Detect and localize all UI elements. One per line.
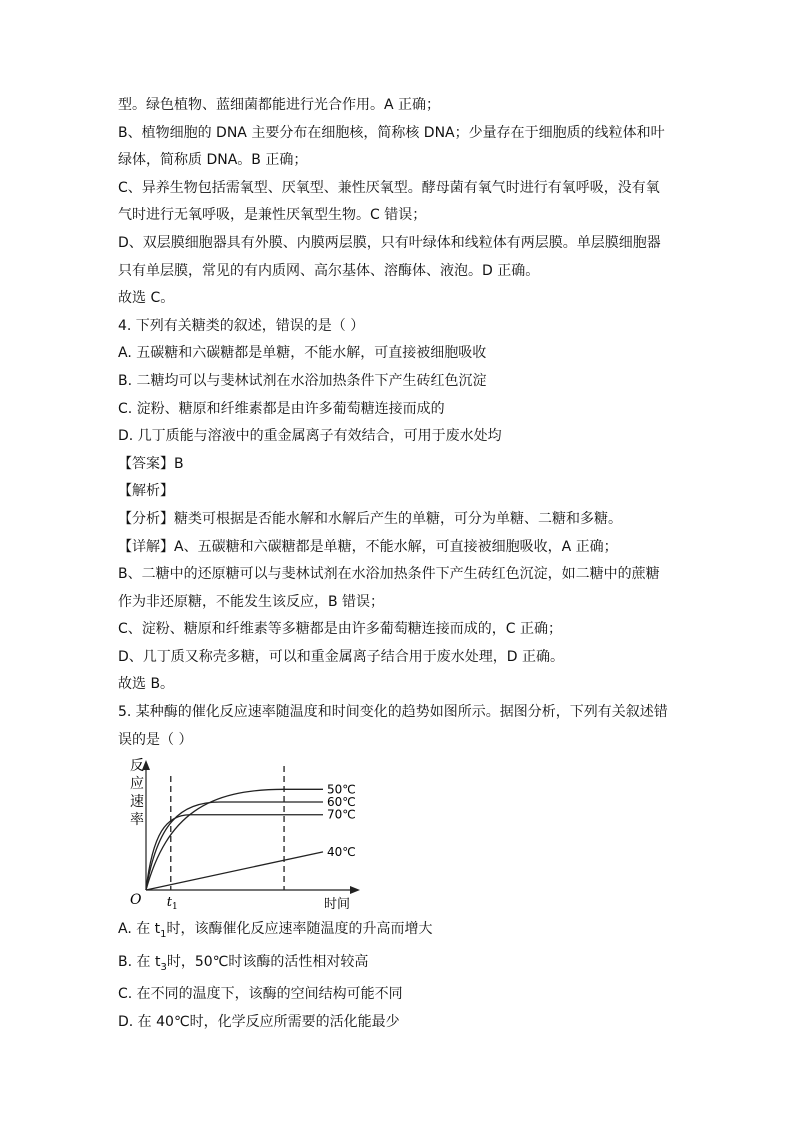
text-line: D、双层膜细胞器具有外膜、内膜两层膜，只有叶绿体和线粒体有两层膜。单层膜细胞器	[118, 234, 661, 251]
t1-label: $t_1$	[166, 895, 178, 913]
origin-label: O	[130, 892, 142, 909]
answer: 【答案】B	[118, 455, 184, 472]
text-line: 只有单层膜，常见的有内质网、高尔基体、溶酶体、液泡。D 正确。	[118, 262, 540, 279]
series-label-60c: 60℃	[327, 795, 356, 810]
x-axis-label: 时间	[324, 897, 351, 913]
figure-svg	[118, 756, 378, 916]
curve-40c	[146, 852, 323, 890]
text-line: D、几丁质又称壳多糖，可以和重金属离子结合用于废水处理，D 正确。	[118, 648, 565, 665]
prev-analysis	[118, 92, 678, 313]
text-line: 【详解】A、五碳糖和六碳糖都是单糖，不能水解，可直接被细胞吸收，A 正确；	[118, 538, 618, 555]
analysis-label: 【解析】	[118, 483, 174, 500]
text-line: 型。绿色植物、蓝细菌都能进行光合作用。A 正确；	[118, 97, 441, 113]
option-d: D. 几丁质能与溶液中的重金属离子有效结合，可用于废水处均	[118, 428, 502, 445]
text-line: B、植物细胞的 DNA 主要分布在细胞核，简称核 DNA；少量存在于细胞质的线粒体和叶	[118, 124, 665, 141]
text-line: C、淀粉、糖原和纤维素等多糖都是由许多葡萄糖连接而成的，C 正确；	[118, 621, 562, 638]
text-line: 气时进行无氧呼吸，是兼性厌氧型生物。C 错误；	[118, 207, 427, 224]
question-stem: 误的是（ ）	[118, 731, 193, 748]
text-line: B、二糖中的还原糖可以与斐林试剂在水浴加热条件下产生砖红色沉淀，如二糖中的蔗糖	[118, 566, 660, 583]
series-label-70c: 70℃	[327, 807, 356, 822]
enzyme-rate-figure	[118, 756, 378, 916]
curve-70c	[146, 815, 323, 890]
question-stem: 5. 某种酶的催化反应速率随温度和时间变化的趋势如图所示。据图分析，下列有关叙述错	[118, 704, 668, 721]
ylabel-char: 反	[130, 758, 144, 775]
curve-50c	[146, 790, 323, 891]
ylabel-char: 应	[130, 776, 144, 793]
question-5	[118, 699, 678, 1036]
ylabel-char: 速	[130, 794, 144, 811]
option-b: B. 二糖均可以与斐林试剂在水浴加热条件下产生砖红色沉淀	[118, 372, 487, 389]
x-axis-arrow	[350, 886, 360, 894]
series-label-50c: 50℃	[327, 782, 356, 797]
text-line: 绿体，简称质 DNA。B 正确；	[118, 152, 308, 169]
option-c: C. 在不同的温度下，该酶的空间结构可能不同	[118, 986, 403, 1003]
document-page	[118, 92, 678, 1036]
text-line: C、异养生物包括需氧型、厌氧型、兼性厌氧型。酵母菌有氧气时进行有氧呼吸，没有氧	[118, 179, 660, 196]
option-c: C. 淀粉、糖原和纤维素都是由许多葡萄糖连接而成的	[118, 400, 445, 417]
option-a: A. 五碳糖和六碳糖都是单糖，不能水解，可直接被细胞吸收	[118, 345, 487, 362]
text-line: 故选 C。	[118, 290, 175, 307]
series-label-40c: 40℃	[327, 845, 356, 860]
ylabel-char: 率	[130, 812, 144, 829]
text-line: 故选 B。	[118, 676, 175, 693]
question-stem: 4. 下列有关糖类的叙述，错误的是（ ）	[118, 317, 365, 334]
question-4	[118, 313, 678, 699]
option-d: D. 在 40℃时，化学反应所需要的活化能最少	[118, 1013, 400, 1030]
text-line: 作为非还原糖，不能发生该反应，B 错误；	[118, 593, 385, 610]
text-line: 【分析】糖类可根据是否能水解和水解后产生的单糖，可分为单糖、二糖和多糖。	[118, 510, 622, 527]
option-b: B. 在 $t_3$时，50℃时该酶的活性相对较高	[118, 953, 369, 973]
option-a: A. 在 $t_1$时，该酶催化反应速率随温度的升高而增大	[118, 921, 433, 941]
